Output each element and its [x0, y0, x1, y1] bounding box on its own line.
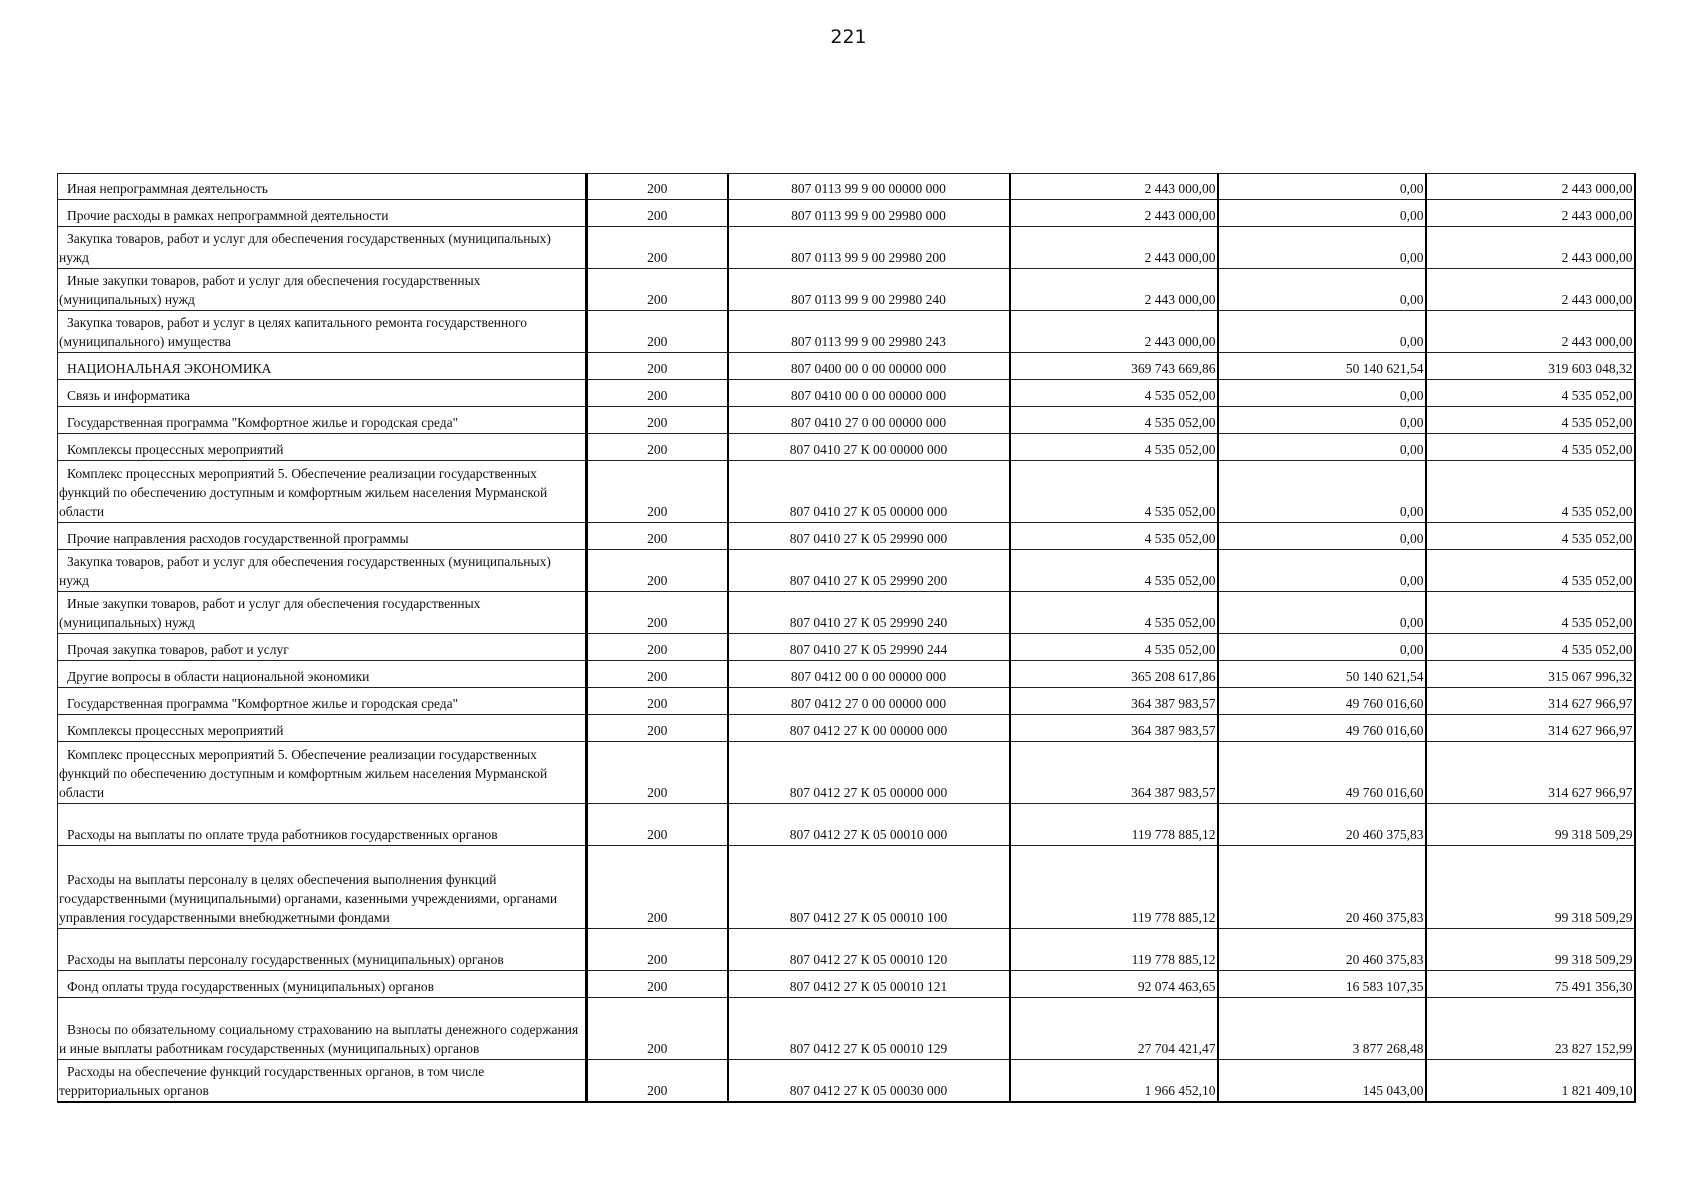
row-name-cell: Взносы по обязательному социальному страхованию на выплаты денежного содержания и иные выплаты работникам государственных (муниципальных) органов — [58, 998, 587, 1060]
row-admin-code-cell: 200 — [587, 715, 728, 742]
row-name-cell: Расходы на выплаты персоналу в целях обеспечения выполнения функций государственными (муниципальными) органами, казенными учреждениями, органами управления государственными внебюджетными фондами — [58, 846, 587, 929]
row-regional-amount-cell: 99 318 509,29 — [1426, 804, 1635, 846]
row-regional-amount-cell: 2 443 000,00 — [1426, 200, 1635, 227]
row-federal-amount-cell: 50 140 621,54 — [1218, 353, 1426, 380]
table-row — [58, 1060, 1635, 1102]
row-admin-code-cell: 200 — [587, 200, 728, 227]
row-regional-amount-cell: 314 627 966,97 — [1426, 688, 1635, 715]
row-budget-code-cell: 807 0113 99 9 00 29980 243 — [728, 311, 1010, 353]
table-row — [58, 550, 1635, 592]
row-regional-amount-cell: 4 535 052,00 — [1426, 592, 1635, 634]
row-regional-amount-cell: 4 535 052,00 — [1426, 550, 1635, 592]
table-body — [58, 174, 1635, 1102]
row-federal-amount-cell: 49 760 016,60 — [1218, 742, 1426, 804]
table-row — [58, 804, 1635, 846]
row-budget-code-cell: 807 0113 99 9 00 29980 240 — [728, 269, 1010, 311]
row-federal-amount-cell: 0,00 — [1218, 634, 1426, 661]
row-name-cell: Прочая закупка товаров, работ и услуг — [58, 634, 587, 661]
row-admin-code-cell: 200 — [587, 929, 728, 971]
table-row — [58, 929, 1635, 971]
row-regional-amount-cell: 23 827 152,99 — [1426, 998, 1635, 1060]
row-federal-amount-cell: 0,00 — [1218, 461, 1426, 523]
row-federal-amount-cell: 49 760 016,60 — [1218, 715, 1426, 742]
row-regional-amount-cell: 314 627 966,97 — [1426, 715, 1635, 742]
row-admin-code-cell: 200 — [587, 407, 728, 434]
row-admin-code-cell: 200 — [587, 227, 728, 269]
page-number: 221 — [830, 26, 867, 48]
row-budget-code-cell: 807 0412 27 К 05 00010 121 — [728, 971, 1010, 998]
row-admin-code-cell: 200 — [587, 523, 728, 550]
row-name-cell: Закупка товаров, работ и услуг в целях капитального ремонта государственного (муниципального) имущества — [58, 311, 587, 353]
table-row — [58, 174, 1635, 200]
row-name-cell: Иные закупки товаров, работ и услуг для обеспечения государственных (муниципальных) нужд — [58, 269, 587, 311]
row-total-amount-cell: 369 743 669,86 — [1010, 353, 1218, 380]
table-row — [58, 269, 1635, 311]
row-budget-code-cell: 807 0113 99 9 00 29980 000 — [728, 200, 1010, 227]
row-budget-code-cell: 807 0412 00 0 00 00000 000 — [728, 661, 1010, 688]
row-name-cell: Расходы на выплаты по оплате труда работников государственных органов — [58, 804, 587, 846]
row-name-cell: Связь и информатика — [58, 380, 587, 407]
row-budget-code-cell: 807 0412 27 К 05 00010 100 — [728, 846, 1010, 929]
row-name-cell: Иная непрограммная деятельность — [58, 174, 587, 200]
row-total-amount-cell: 1 966 452,10 — [1010, 1060, 1218, 1102]
row-name-cell: Государственная программа "Комфортное жилье и городская среда" — [58, 407, 587, 434]
row-total-amount-cell: 4 535 052,00 — [1010, 550, 1218, 592]
row-total-amount-cell: 4 535 052,00 — [1010, 380, 1218, 407]
row-federal-amount-cell: 20 460 375,83 — [1218, 929, 1426, 971]
row-regional-amount-cell: 1 821 409,10 — [1426, 1060, 1635, 1102]
row-regional-amount-cell: 99 318 509,29 — [1426, 929, 1635, 971]
row-admin-code-cell: 200 — [587, 550, 728, 592]
row-total-amount-cell: 92 074 463,65 — [1010, 971, 1218, 998]
row-regional-amount-cell: 4 535 052,00 — [1426, 407, 1635, 434]
row-federal-amount-cell: 0,00 — [1218, 380, 1426, 407]
row-admin-code-cell: 200 — [587, 661, 728, 688]
row-budget-code-cell: 807 0412 27 К 05 00010 129 — [728, 998, 1010, 1060]
row-total-amount-cell: 2 443 000,00 — [1010, 174, 1218, 200]
row-admin-code-cell: 200 — [587, 380, 728, 407]
row-budget-code-cell: 807 0400 00 0 00 00000 000 — [728, 353, 1010, 380]
row-regional-amount-cell: 2 443 000,00 — [1426, 174, 1635, 200]
row-federal-amount-cell: 0,00 — [1218, 523, 1426, 550]
row-budget-code-cell: 807 0410 27 К 05 29990 244 — [728, 634, 1010, 661]
row-total-amount-cell: 4 535 052,00 — [1010, 461, 1218, 523]
row-federal-amount-cell: 0,00 — [1218, 311, 1426, 353]
row-federal-amount-cell: 50 140 621,54 — [1218, 661, 1426, 688]
row-name-cell: Закупка товаров, работ и услуг для обеспечения государственных (муниципальных) нужд — [58, 227, 587, 269]
row-name-cell: Иные закупки товаров, работ и услуг для обеспечения государственных (муниципальных) нужд — [58, 592, 587, 634]
row-regional-amount-cell: 2 443 000,00 — [1426, 311, 1635, 353]
table-row — [58, 688, 1635, 715]
row-name-cell: Комплексы процессных мероприятий — [58, 715, 587, 742]
row-regional-amount-cell: 315 067 996,32 — [1426, 661, 1635, 688]
row-federal-amount-cell: 0,00 — [1218, 407, 1426, 434]
row-federal-amount-cell: 0,00 — [1218, 174, 1426, 200]
row-budget-code-cell: 807 0412 27 К 05 00010 000 — [728, 804, 1010, 846]
table-row — [58, 715, 1635, 742]
table-row — [58, 407, 1635, 434]
row-admin-code-cell: 200 — [587, 634, 728, 661]
row-regional-amount-cell: 4 535 052,00 — [1426, 380, 1635, 407]
budget-table — [57, 173, 1636, 1103]
row-admin-code-cell: 200 — [587, 461, 728, 523]
row-admin-code-cell: 200 — [587, 804, 728, 846]
row-regional-amount-cell: 99 318 509,29 — [1426, 846, 1635, 929]
row-admin-code-cell: 200 — [587, 434, 728, 461]
row-total-amount-cell: 119 778 885,12 — [1010, 846, 1218, 929]
row-total-amount-cell: 364 387 983,57 — [1010, 715, 1218, 742]
row-budget-code-cell: 807 0412 27 К 05 00010 120 — [728, 929, 1010, 971]
table-row — [58, 311, 1635, 353]
row-total-amount-cell: 4 535 052,00 — [1010, 634, 1218, 661]
row-regional-amount-cell: 4 535 052,00 — [1426, 434, 1635, 461]
row-budget-code-cell: 807 0412 27 К 05 00000 000 — [728, 742, 1010, 804]
row-name-cell: Другие вопросы в области национальной экономики — [58, 661, 587, 688]
row-regional-amount-cell: 4 535 052,00 — [1426, 634, 1635, 661]
row-federal-amount-cell: 0,00 — [1218, 550, 1426, 592]
table-row — [58, 227, 1635, 269]
row-federal-amount-cell: 0,00 — [1218, 227, 1426, 269]
row-total-amount-cell: 365 208 617,86 — [1010, 661, 1218, 688]
row-budget-code-cell: 807 0410 27 0 00 00000 000 — [728, 407, 1010, 434]
row-budget-code-cell: 807 0410 27 К 05 29990 240 — [728, 592, 1010, 634]
row-admin-code-cell: 200 — [587, 592, 728, 634]
row-budget-code-cell: 807 0113 99 9 00 29980 200 — [728, 227, 1010, 269]
row-total-amount-cell: 2 443 000,00 — [1010, 311, 1218, 353]
row-name-cell: Прочие направления расходов государственной программы — [58, 523, 587, 550]
row-admin-code-cell: 200 — [587, 971, 728, 998]
table-row — [58, 380, 1635, 407]
row-federal-amount-cell: 16 583 107,35 — [1218, 971, 1426, 998]
row-federal-amount-cell: 0,00 — [1218, 269, 1426, 311]
table-row — [58, 200, 1635, 227]
row-federal-amount-cell: 20 460 375,83 — [1218, 804, 1426, 846]
table-row — [58, 353, 1635, 380]
row-admin-code-cell: 200 — [587, 998, 728, 1060]
row-admin-code-cell: 200 — [587, 353, 728, 380]
table-row — [58, 634, 1635, 661]
row-total-amount-cell: 364 387 983,57 — [1010, 688, 1218, 715]
row-regional-amount-cell: 4 535 052,00 — [1426, 523, 1635, 550]
row-name-cell: Комплекс процессных мероприятий 5. Обеспечение реализации государственных функций по обеспечению доступным и комфортным жильем населения Мурманской области — [58, 461, 587, 523]
table-row — [58, 592, 1635, 634]
row-budget-code-cell: 807 0410 27 К 05 00000 000 — [728, 461, 1010, 523]
row-total-amount-cell: 119 778 885,12 — [1010, 804, 1218, 846]
row-regional-amount-cell: 319 603 048,32 — [1426, 353, 1635, 380]
row-total-amount-cell: 4 535 052,00 — [1010, 592, 1218, 634]
table-row — [58, 461, 1635, 523]
row-budget-code-cell: 807 0410 00 0 00 00000 000 — [728, 380, 1010, 407]
row-name-cell: Расходы на выплаты персоналу государственных (муниципальных) органов — [58, 929, 587, 971]
row-total-amount-cell: 2 443 000,00 — [1010, 227, 1218, 269]
row-total-amount-cell: 27 704 421,47 — [1010, 998, 1218, 1060]
row-total-amount-cell: 4 535 052,00 — [1010, 434, 1218, 461]
row-admin-code-cell: 200 — [587, 311, 728, 353]
row-admin-code-cell: 200 — [587, 269, 728, 311]
row-regional-amount-cell: 2 443 000,00 — [1426, 269, 1635, 311]
row-name-cell: НАЦИОНАЛЬНАЯ ЭКОНОМИКА — [58, 353, 587, 380]
row-federal-amount-cell: 3 877 268,48 — [1218, 998, 1426, 1060]
row-name-cell: Закупка товаров, работ и услуг для обеспечения государственных (муниципальных) нужд — [58, 550, 587, 592]
row-admin-code-cell: 200 — [587, 742, 728, 804]
row-name-cell: Государственная программа "Комфортное жилье и городская среда" — [58, 688, 587, 715]
row-regional-amount-cell: 2 443 000,00 — [1426, 227, 1635, 269]
row-budget-code-cell: 807 0113 99 9 00 00000 000 — [728, 174, 1010, 200]
row-federal-amount-cell: 0,00 — [1218, 200, 1426, 227]
row-federal-amount-cell: 0,00 — [1218, 434, 1426, 461]
row-total-amount-cell: 2 443 000,00 — [1010, 269, 1218, 311]
row-federal-amount-cell: 145 043,00 — [1218, 1060, 1426, 1102]
row-budget-code-cell: 807 0412 27 К 00 00000 000 — [728, 715, 1010, 742]
row-regional-amount-cell: 4 535 052,00 — [1426, 461, 1635, 523]
row-name-cell: Прочие расходы в рамках непрограммной деятельности — [58, 200, 587, 227]
row-name-cell: Комплекс процессных мероприятий 5. Обеспечение реализации государственных функций по обеспечению доступным и комфортным жильем населения Мурманской области — [58, 742, 587, 804]
row-total-amount-cell: 4 535 052,00 — [1010, 407, 1218, 434]
table-row — [58, 846, 1635, 929]
table-row — [58, 998, 1635, 1060]
row-total-amount-cell: 119 778 885,12 — [1010, 929, 1218, 971]
row-admin-code-cell: 200 — [587, 846, 728, 929]
row-budget-code-cell: 807 0410 27 К 05 29990 200 — [728, 550, 1010, 592]
row-name-cell: Фонд оплаты труда государственных (муниципальных) органов — [58, 971, 587, 998]
row-total-amount-cell: 2 443 000,00 — [1010, 200, 1218, 227]
table-row — [58, 971, 1635, 998]
row-federal-amount-cell: 49 760 016,60 — [1218, 688, 1426, 715]
row-regional-amount-cell: 314 627 966,97 — [1426, 742, 1635, 804]
row-budget-code-cell: 807 0412 27 0 00 00000 000 — [728, 688, 1010, 715]
row-admin-code-cell: 200 — [587, 174, 728, 200]
table-row — [58, 661, 1635, 688]
table-row — [58, 434, 1635, 461]
row-total-amount-cell: 4 535 052,00 — [1010, 523, 1218, 550]
row-regional-amount-cell: 75 491 356,30 — [1426, 971, 1635, 998]
row-federal-amount-cell: 0,00 — [1218, 592, 1426, 634]
table-row — [58, 742, 1635, 804]
row-budget-code-cell: 807 0412 27 К 05 00030 000 — [728, 1060, 1010, 1102]
row-federal-amount-cell: 20 460 375,83 — [1218, 846, 1426, 929]
row-total-amount-cell: 364 387 983,57 — [1010, 742, 1218, 804]
row-admin-code-cell: 200 — [587, 1060, 728, 1102]
table-row — [58, 523, 1635, 550]
row-name-cell: Комплексы процессных мероприятий — [58, 434, 587, 461]
row-budget-code-cell: 807 0410 27 К 00 00000 000 — [728, 434, 1010, 461]
row-admin-code-cell: 200 — [587, 688, 728, 715]
row-name-cell: Расходы на обеспечение функций государственных органов, в том числе территориальных органов — [58, 1060, 587, 1102]
row-budget-code-cell: 807 0410 27 К 05 29990 000 — [728, 523, 1010, 550]
